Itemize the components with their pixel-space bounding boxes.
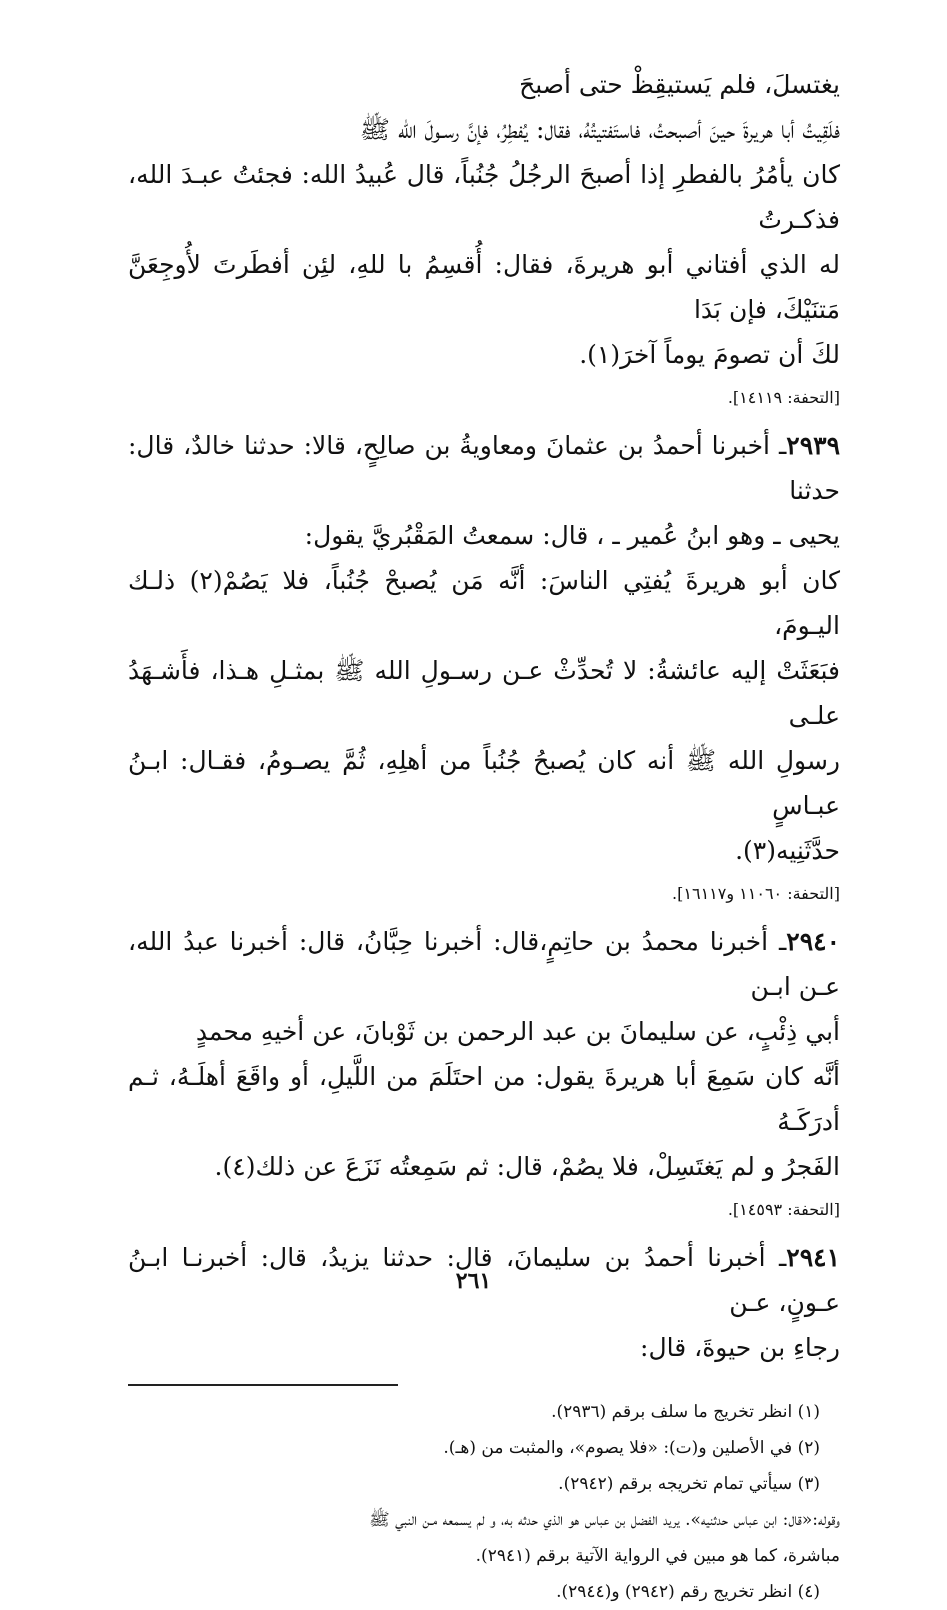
footnote-4: (٤) انظر تخريج رقم (٢٩٤٢) و(٢٩٤٤). xyxy=(556,1582,820,1602)
footnote-separator xyxy=(128,1384,398,1386)
hadith-number: ٢٩٤١ xyxy=(786,1243,840,1272)
text-line: له الذي أفتاني أبو هريرةَ، فقال: أُقسِمُ با للهِ، لئِن أفطَرتَ لأُوجِعَنَّ مَتنَيْكَ، فإن بَدَا xyxy=(128,250,840,324)
text-line: حدَّثَنِيه(٣). xyxy=(735,836,840,865)
text-line: لكَ أن تصومَ يوماً آخرَ(١). xyxy=(579,340,840,369)
hadith-2940 xyxy=(128,919,840,1189)
text-line: يغتسلَ، فلم يَستيقِظْ حتى أصبحَ xyxy=(519,70,840,99)
hadith-text: ـ أخبرنا أحمدُ بن عثمانَ ومعاويةُ بن صالِحٍ، قالا: حدثنا خالدٌ، قال: حدثنا xyxy=(128,431,840,505)
text-line: كان أبو هريرةَ يُفتِي الناسَ: أنَّه مَن يُصبحْ جُنُباً، فلا يَصُمْ(٢) ذلـك اليـومَ، xyxy=(128,566,840,640)
hadith-text: ـ أخبرنا محمدُ بن حاتِمٍ،قال: أخبرنا حِبَّانُ، قال: أخبرنا عبدُ الله، عـن ابـن xyxy=(128,927,840,1001)
hadith-first-line xyxy=(128,919,840,1009)
footnote-3-note: وقوله:«قال: ابن عباس حدثنيه». يريد الفضل بن عباس هو الذي حدثه به، و لم يسمعه مـن النبي ﷺ xyxy=(369,1510,840,1530)
page-body xyxy=(128,62,840,1610)
text-line: رجاءِ بن حيوةَ، قال: xyxy=(640,1333,840,1362)
hadith-number: ٢٩٣٩ xyxy=(786,431,840,460)
hadith-text: ـ أخبرنا أحمدُ بن سليمانَ، قال: حدثنا يزيدُ، قال: أخبرنـا ابـنُ عـونٍ، عـن xyxy=(128,1243,840,1317)
tuhfa-reference: [التحفة: ١١٠٦٠ و١٦١١٧]. xyxy=(672,884,840,903)
text-line: أنَّه كان سَمِعَ أبا هريرةَ يقول: من احتَلَمَ من اللَّيلِ، أو واقَعَ أهلَـهُ، ثـم أدرَكَـهُ xyxy=(128,1062,840,1136)
footnote-3: (٣) سيأتي تمام تخريجه برقم (٢٩٤٢). xyxy=(558,1474,820,1494)
hadith-first-line xyxy=(128,423,840,513)
text-line: الفَجرُ و لم يَغتَسِلْ، فلا يصُمْ، قال: ثم سَمِعتُه نَزَعَ عن ذلك(٤). xyxy=(214,1152,840,1181)
text-line: فبَعَثَتْ إليه عائشةُ: لا تُحدِّثْ عـن رسـولِ الله ﷺ بمثـلِ هـذا، فأَشـهَدُ علـى xyxy=(128,656,840,730)
hadith-number: ٢٩٤٠ xyxy=(786,927,840,956)
text-line: فلَقِيتُ أبا هريرةَ حينَ أصبحتُ، فاستَفتيتُهُ، فقال: يُفطِرُ، فإنَّ رسـولَ الله ﷺ xyxy=(359,115,840,144)
footnote-1: (١) انظر تخريج ما سلف برقم (٢٩٣٦). xyxy=(551,1402,820,1422)
text-line: كان يأمُرُ بالفطرِ إذا أصبحَ الرجُلُ جُنُباً، قال عُبيدُ الله: فجئتُ عبـدَ الله، فذكـرتُ xyxy=(128,160,840,234)
footnote-3-note-cont: مباشرة، كما هو مبين في الرواية الآتية برقم (٢٩٤١). xyxy=(475,1546,840,1566)
page-number: ٢٦١ xyxy=(455,1268,492,1294)
hadith-2939 xyxy=(128,423,840,873)
tuhfa-reference: [التحفة: ١٤٥٩٣]. xyxy=(727,1200,840,1219)
tuhfa-reference: [التحفة: ١٤١١٩]. xyxy=(727,388,840,407)
hadith-2941 xyxy=(128,1235,840,1370)
footnotes xyxy=(128,1394,840,1610)
text-line: رسولِ الله ﷺ أنه كان يُصبحُ جُنُباً من أهلِهِ، ثُمَّ يصـومُ، فقـال: ابـنُ عبـاسٍ xyxy=(128,746,840,820)
footnote-2: (٢) في الأصلين و(ت): «فلا يصوم»، والمثبت من (هـ). xyxy=(443,1438,820,1458)
text-line: أبي ذِئْبٍ، عن سليمانَ بن عبد الرحمن بن ثَوْبانَ، عن أخيهِ محمدٍ xyxy=(195,1017,840,1046)
text-line: يحيى ـ وهو ابنُ عُمير ـ ، قال: سمعتُ المَقْبُريَّ يقول: xyxy=(304,521,840,550)
